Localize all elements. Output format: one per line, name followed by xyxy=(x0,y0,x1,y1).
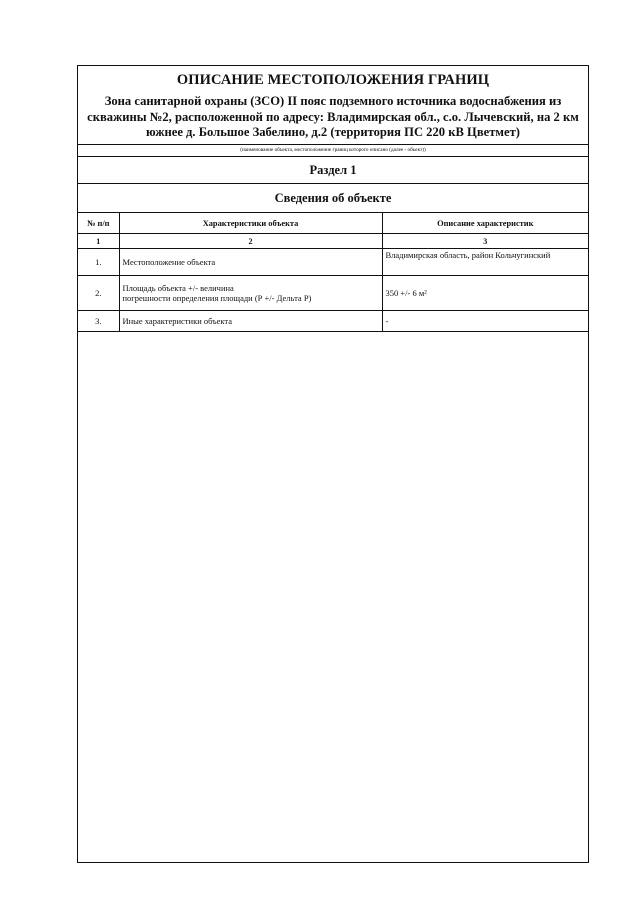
column-number: 1 xyxy=(78,234,119,249)
row-characteristic: Иные характеристики объекта xyxy=(119,311,382,332)
column-number: 2 xyxy=(119,234,382,249)
object-name-caption: (наименование объекта, местоположение границ которого описано (далее - объект)) xyxy=(78,144,588,157)
object-name: Зона санитарной охраны (ЗСО) II пояс подземного источника водоснабжения из скважины №2, расположенной по адресу: Владимирская обл., с.о. Лычевский, на 2 км южнее д. Большое Забелино, д.2 (территория ПС 220 кВ Цветмет) xyxy=(87,94,579,139)
column-header-characteristic: Характеристики объекта xyxy=(119,213,382,234)
row-description: Владимирская область, район Кольчугинский xyxy=(382,249,588,276)
row-description: 350 +/- 6 м² xyxy=(382,276,588,311)
table-row xyxy=(78,249,588,276)
column-header-index: № п/п xyxy=(78,213,119,234)
object-info-table xyxy=(78,212,588,332)
column-header-description: Описание характеристик xyxy=(382,213,588,234)
table-row xyxy=(78,276,588,311)
row-characteristic-continued: погрешности определения площади (Р +/- Дельта Р) xyxy=(122,293,312,303)
table-row xyxy=(78,311,588,332)
row-index: 1. xyxy=(78,249,119,276)
page-title: ОПИСАНИЕ МЕСТОПОЛОЖЕНИЯ ГРАНИЦ xyxy=(176,72,490,88)
table-header-row xyxy=(78,213,588,234)
title-block xyxy=(78,66,588,145)
column-number-row xyxy=(78,234,588,249)
document-frame xyxy=(77,65,589,863)
section-label: Раздел 1 xyxy=(78,157,588,184)
row-index: 3. xyxy=(78,311,119,332)
row-characteristic-cell xyxy=(119,276,382,311)
section-heading: Сведения об объекте xyxy=(78,184,588,213)
row-characteristic: Местоположение объекта xyxy=(119,249,382,276)
row-characteristic: Площадь объекта +/- величина xyxy=(122,283,234,293)
column-number: 3 xyxy=(382,234,588,249)
row-description: - xyxy=(382,311,588,332)
row-index: 2. xyxy=(78,276,119,311)
